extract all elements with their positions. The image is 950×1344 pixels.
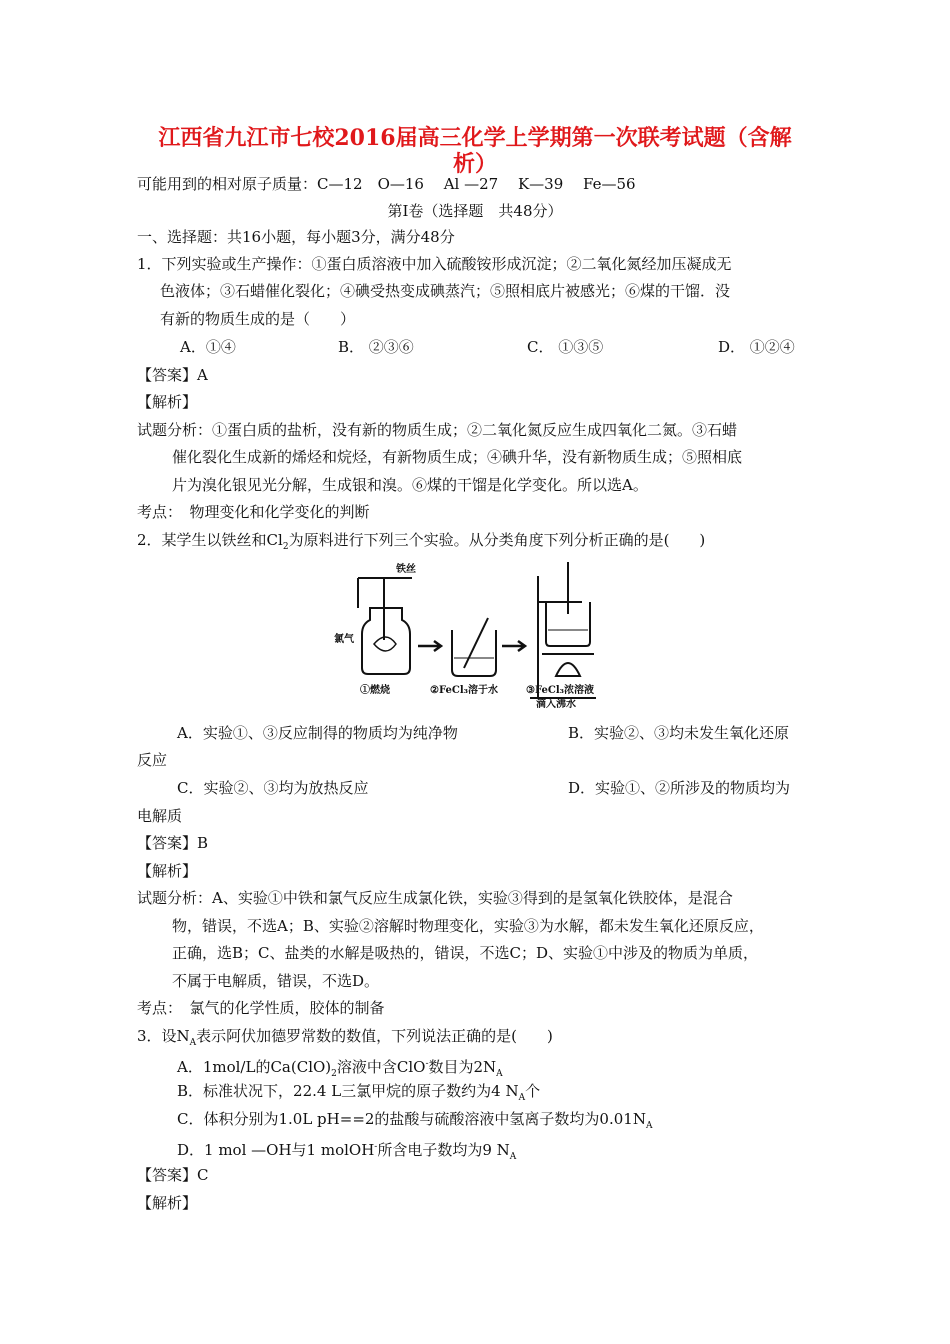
experiment-figure xyxy=(330,558,630,710)
q3-option-b xyxy=(177,1081,540,1108)
q3-stem-post: 表示阿伏加德罗常数的数值，下列说法正确的是( ) xyxy=(196,1027,553,1045)
caption-3a: ③FeCl₃浓溶液 xyxy=(526,685,595,696)
q1-stem-line2: 色液体；③石蜡催化裂化；④碘受热变成碘蒸汽；⑤照相底片被感光；⑥煤的干馏．没 xyxy=(160,282,731,300)
q1-analysis-line3: 片为溴化银见光分解，生成银和溴。⑥煤的干馏是化学变化。所以选A。 xyxy=(172,476,648,494)
q3-option-b-sub: A xyxy=(518,1093,526,1103)
q3-option-d-mid: 所含电子数均为9 N xyxy=(377,1141,510,1159)
document-title-line1: 江西省九江市七校2016届高三化学上学期第一次联考试题（含解 xyxy=(158,125,792,151)
q3-option-c xyxy=(177,1109,652,1136)
q2-answer: 【答案】B xyxy=(137,834,209,852)
q2-option-b-cont: 反应 xyxy=(137,751,168,769)
q2-option-c: C．实验②、③均为放热反应 xyxy=(177,779,369,797)
q2-option-b: B．实验②、③均未发生氧化还原 xyxy=(568,724,790,742)
document-title-line2: 析） xyxy=(452,151,497,177)
q1-stem-line3: 有新的物质生成的是（ ） xyxy=(160,310,356,328)
q2-kaodian: 考点： 氯气的化学性质，胶体的制备 xyxy=(137,999,385,1017)
q1-option-b: B． ②③⑥ xyxy=(338,338,414,356)
q3-stem-pre: 3．设N xyxy=(137,1027,190,1045)
q1-option-d: D． ①②④ xyxy=(718,338,795,356)
arrow-icon xyxy=(502,641,525,651)
q3-option-c-sub: A xyxy=(645,1121,653,1131)
q1-analysis-label: 【解析】 xyxy=(137,393,198,411)
q2-option-a: A．实验①、③反应制得的物质均为纯净物 xyxy=(177,724,458,742)
q3-option-a-sub2: A xyxy=(496,1069,503,1079)
alcohol-burner-icon xyxy=(556,663,580,676)
atomic-mass-note: 可能用到的相对原子质量：C—12 O—16 Al —27 K—39 Fe—56 xyxy=(137,175,636,193)
q3-stem xyxy=(137,1026,553,1053)
q3-option-a xyxy=(177,1054,503,1084)
beaker-icon xyxy=(452,630,496,676)
q3-option-d-text: D．1 mol —OH与1 molOH xyxy=(177,1141,375,1159)
q3-option-a-sup: - xyxy=(425,1059,429,1069)
q3-option-a-text: A．1mol/L的Ca(ClO) xyxy=(177,1058,332,1076)
label-iron-wire: 铁丝 xyxy=(396,564,416,575)
q2-option-d: D．实验①、②所涉及的物质均为 xyxy=(568,779,791,797)
q3-option-c-text: C．体积分别为1.0L pH==2的盐酸与硫酸溶液中氢离子数均为0.01N xyxy=(177,1110,646,1128)
q3-option-a-mid: 溶液中含ClO xyxy=(336,1058,426,1076)
arrow-icon xyxy=(418,641,441,651)
q2-analysis-line1: 试题分析：A、实验①中铁和氯气反应生成氯化铁，实验③得到的是氢氧化铁胶体，是混合 xyxy=(137,889,733,907)
q1-stem-line1: 1．下列实验或生产操作：①蛋白质溶液中加入硫酸铵形成沉淀；②二氧化氮经加压凝成无 xyxy=(137,255,732,273)
q2-analysis-line4: 不属于电解质，错误，不选D。 xyxy=(172,972,380,990)
q3-option-d xyxy=(177,1137,516,1167)
q3-option-a-mid2: 数目为2N xyxy=(428,1058,497,1076)
q3-option-a-sub: 2 xyxy=(331,1069,337,1079)
q3-option-b-text: B．标准状况下，22.4 L三氯甲烷的原子数约为4 N xyxy=(177,1082,519,1100)
q2-stem-pre: 2．某学生以铁丝和Cl xyxy=(137,531,283,549)
q1-option-a: A．①④ xyxy=(180,338,236,356)
q2-analysis-line2: 物，错误，不选A；B、实验②溶解时物理变化，实验③为水解，都未发生氧化还原反应， xyxy=(172,917,764,935)
q1-kaodian: 考点： 物理变化和化学变化的判断 xyxy=(137,503,370,521)
caption-3b: 滴入沸水 xyxy=(536,699,576,710)
q3-stem-sub: A xyxy=(189,1038,197,1048)
q1-answer: 【答案】A xyxy=(137,366,208,384)
volume-header: 第Ⅰ卷（选择题 共48分） xyxy=(387,202,563,220)
q1-analysis-line1: 试题分析：①蛋白质的盐析，没有新的物质生成；②二氧化氮反应生成四氧化二氮。③石蜡 xyxy=(137,421,738,439)
q2-stem-post: 为原料进行下列三个实验。从分类角度下列分析正确的是( ) xyxy=(288,531,706,549)
q3-option-d-sup: - xyxy=(374,1142,378,1152)
q1-option-c: C． ①③⑤ xyxy=(527,338,604,356)
q3-option-b-post: 个 xyxy=(525,1082,541,1100)
label-chlorine: 氯气 xyxy=(334,634,354,645)
section-heading: 一、选择题：共16小题，每小题3分，满分48分 xyxy=(137,228,455,246)
q2-stem-sub: 2 xyxy=(282,542,289,552)
caption-2: ②FeCl₃溶于水 xyxy=(430,685,499,696)
q3-analysis-label: 【解析】 xyxy=(137,1194,198,1212)
q3-option-d-sub: A xyxy=(509,1152,517,1162)
q2-stem xyxy=(137,530,705,557)
caption-1: ①燃烧 xyxy=(360,685,390,696)
gas-bottle-icon xyxy=(362,608,410,674)
q2-option-d-cont: 电解质 xyxy=(137,807,183,825)
q2-analysis-label: 【解析】 xyxy=(137,862,198,880)
q2-analysis-line3: 正确，选B；C、盐类的水解是吸热的，错误，不选C；D、实验①中涉及的物质为单质， xyxy=(172,944,759,962)
q3-answer: 【答案】C xyxy=(137,1166,209,1184)
q1-analysis-line2: 催化裂化生成新的烯烃和烷烃，有新物质生成；④碘升华，没有新物质生成；⑤照相底 xyxy=(172,448,743,466)
stirring-rod-icon xyxy=(464,618,488,668)
